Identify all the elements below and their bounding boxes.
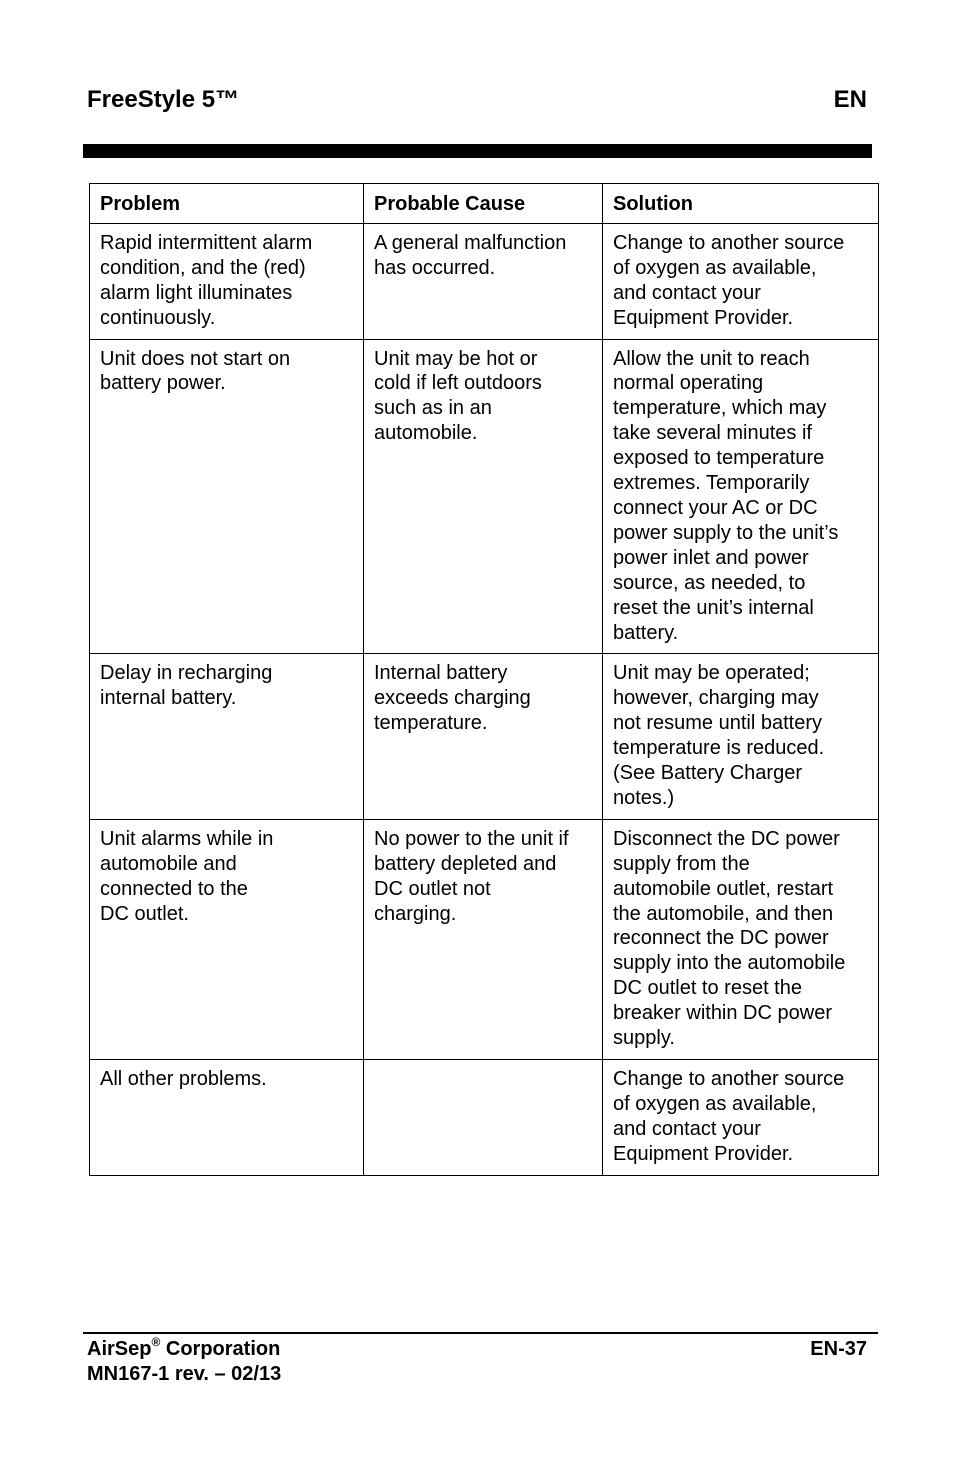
header-rule (83, 144, 872, 158)
solution-cell: Change to another source of oxygen as available, and contact your Equipment Provider. (603, 223, 879, 339)
solution-cell: Allow the unit to reach normal operating temperature, which may take several minutes if exposed to temperature extremes. Temporarily connect your AC or DC power supply to the unit’s power inlet and power source, as needed, to reset the unit’s internal battery. (603, 339, 879, 654)
cause-cell: Internal battery exceeds charging temperature. (364, 654, 603, 819)
table-header-row (90, 184, 879, 224)
table-row (90, 654, 879, 819)
cause-cell: No power to the unit if battery depleted and DC outlet not charging. (364, 819, 603, 1059)
registered-mark: ® (151, 1335, 161, 1350)
footer-rule (83, 1332, 878, 1334)
table-row (90, 819, 879, 1059)
document-number: MN167-1 rev. – 02/13 (87, 1363, 282, 1385)
problem-cell: Delay in recharging internal battery. (90, 654, 364, 819)
column-header-problem: Problem (90, 184, 364, 224)
company-name: AirSep (87, 1338, 152, 1360)
language-code: EN (833, 86, 867, 113)
table-row (90, 339, 879, 654)
company-suffix: Corporation (160, 1338, 281, 1360)
cause-cell (364, 1060, 603, 1176)
problem-cell: All other problems. (90, 1060, 364, 1176)
footer-left (87, 1337, 281, 1387)
problem-cell: Unit does not start on battery power. (90, 339, 364, 654)
solution-cell: Disconnect the DC power supply from the automobile outlet, restart the automobile, and then reconnect the DC power supply into the automobile DC outlet to reset the breaker within DC power supply. (603, 819, 879, 1059)
troubleshooting-table (89, 183, 879, 1176)
solution-cell: Unit may be operated; however, charging may not resume until battery temperature is reduced. (See Battery Charger notes.) (603, 654, 879, 819)
document-title: FreeStyle 5™ (87, 86, 240, 113)
problem-cell: Rapid intermittent alarm condition, and the (red) alarm light illuminates continuously. (90, 223, 364, 339)
column-header-solution: Solution (603, 184, 879, 224)
problem-cell: Unit alarms while in automobile and connected to the DC outlet. (90, 819, 364, 1059)
cause-cell: Unit may be hot or cold if left outdoors such as in an automobile. (364, 339, 603, 654)
table-row (90, 223, 879, 339)
table-row (90, 1060, 879, 1176)
company-line (87, 1337, 281, 1362)
cause-cell: A general malfunction has occurred. (364, 223, 603, 339)
page-number: EN-37 (810, 1338, 867, 1360)
column-header-probable-cause: Probable Cause (364, 184, 603, 224)
page-header (87, 86, 867, 118)
solution-cell: Change to another source of oxygen as available, and contact your Equipment Provider. (603, 1060, 879, 1176)
